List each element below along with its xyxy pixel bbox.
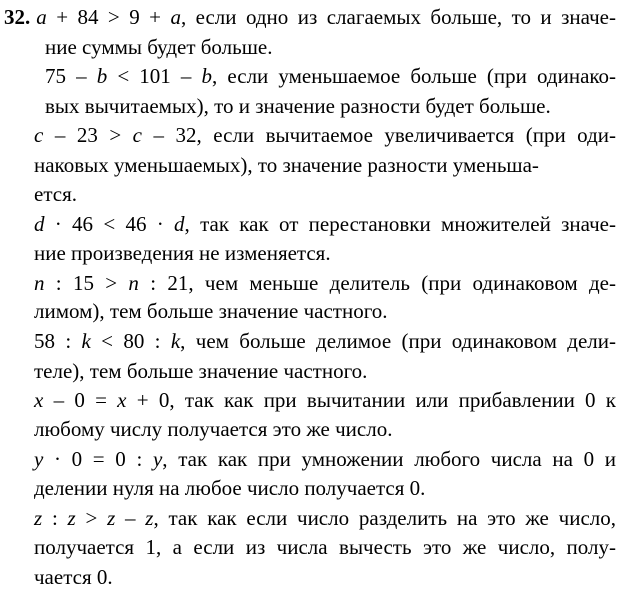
text-segment: >: [75, 506, 108, 530]
math-variable: b: [201, 64, 213, 88]
text-segment: вых вычитаемых), то и значение разности будет больше.: [45, 94, 551, 118]
math-variable: n: [128, 271, 139, 295]
text-segment: чается 0.: [34, 565, 113, 589]
text-segment: + 84 > 9 +: [46, 5, 171, 29]
text-segment: любому числу получается это же число.: [34, 417, 393, 441]
math-variable: a: [36, 5, 47, 29]
problem-number: 32.: [4, 5, 31, 29]
text-line: [34, 416, 392, 442]
text-segment: 75 –: [45, 64, 97, 88]
text-line: [34, 270, 616, 296]
text-segment: : 21, чем меньше делитель (при одинаковом де-: [138, 271, 616, 295]
text-line: [34, 181, 77, 207]
text-line: [45, 63, 616, 89]
text-line: [34, 211, 616, 237]
math-variable: z: [34, 506, 43, 530]
math-variable: n: [34, 271, 45, 295]
text-segment: получается 1, а если из числа вычесть это же число, полу-: [34, 535, 616, 559]
text-segment: – 32, если вычитаемое увеличивается (при оди-: [142, 123, 616, 147]
text-segment: < 101 –: [107, 64, 202, 88]
math-variable: z: [67, 506, 76, 530]
text-line: [34, 446, 616, 472]
math-variable: y: [152, 447, 163, 471]
text-line: [34, 534, 616, 560]
text-segment: 58 :: [34, 329, 82, 353]
math-variable: z: [145, 506, 154, 530]
text-line: [45, 93, 551, 119]
text-line: [34, 505, 616, 531]
math-variable: b: [96, 64, 108, 88]
text-segment: , если одно из слагаемых больше, то и значе-: [180, 5, 616, 29]
text-segment: , чем больше делимое (при одинаковом дели-: [180, 329, 616, 353]
text-line: [34, 564, 113, 590]
math-variable: x: [117, 388, 127, 412]
text-segment: + 0, так как при вычитании или прибавлении 0 к: [126, 388, 617, 412]
text-segment: · 0 = 0 :: [43, 447, 153, 471]
text-line: [34, 152, 539, 178]
text-line: [34, 240, 331, 266]
math-variable: k: [170, 329, 181, 353]
math-variable: z: [107, 506, 116, 530]
text-line: [34, 475, 425, 501]
text-segment: :: [42, 506, 68, 530]
text-segment: , так как если число разделить на это же число,: [153, 506, 616, 530]
text-segment: < 80 :: [90, 329, 171, 353]
math-variable: x: [34, 388, 44, 412]
text-segment: – 0 =: [43, 388, 118, 412]
math-variable: c: [132, 123, 142, 147]
text-segment: наковых уменьшаемых), то значение разности уменьша-: [34, 153, 539, 177]
math-variable: d: [34, 212, 45, 236]
text-segment: ние суммы будет больше.: [45, 35, 273, 59]
math-variable: y: [34, 447, 44, 471]
text-line: [34, 122, 616, 148]
math-variable: a: [170, 5, 181, 29]
text-line: [34, 328, 616, 354]
text-segment: лимом), тем больше значение частного.: [34, 299, 388, 323]
text-segment: ние произведения не изменяется.: [34, 241, 331, 265]
text-line: [34, 358, 367, 384]
text-segment: – 23 >: [43, 123, 133, 147]
text-segment: ется.: [34, 182, 77, 206]
text-segment: теле), тем больше значение частного.: [34, 359, 368, 383]
text-line: [45, 34, 272, 60]
text-segment: –: [115, 506, 146, 530]
text-segment: · 46 < 46 ·: [44, 212, 175, 236]
text-segment: : 15 >: [44, 271, 129, 295]
text-line: [34, 298, 388, 324]
text-line: [34, 387, 616, 413]
math-variable: c: [34, 123, 44, 147]
math-variable: d: [174, 212, 185, 236]
text-segment: , так как при умножении любого числа на 0 и: [162, 447, 616, 471]
math-variable: k: [81, 329, 91, 353]
text-segment: делении нуля на любое число получается 0.: [34, 476, 426, 500]
text-line: [4, 4, 616, 30]
text-segment: , так как от перестановки множителей значе-: [184, 212, 616, 236]
text-segment: , если уменьшаемое больше (при одинако-: [212, 64, 617, 88]
